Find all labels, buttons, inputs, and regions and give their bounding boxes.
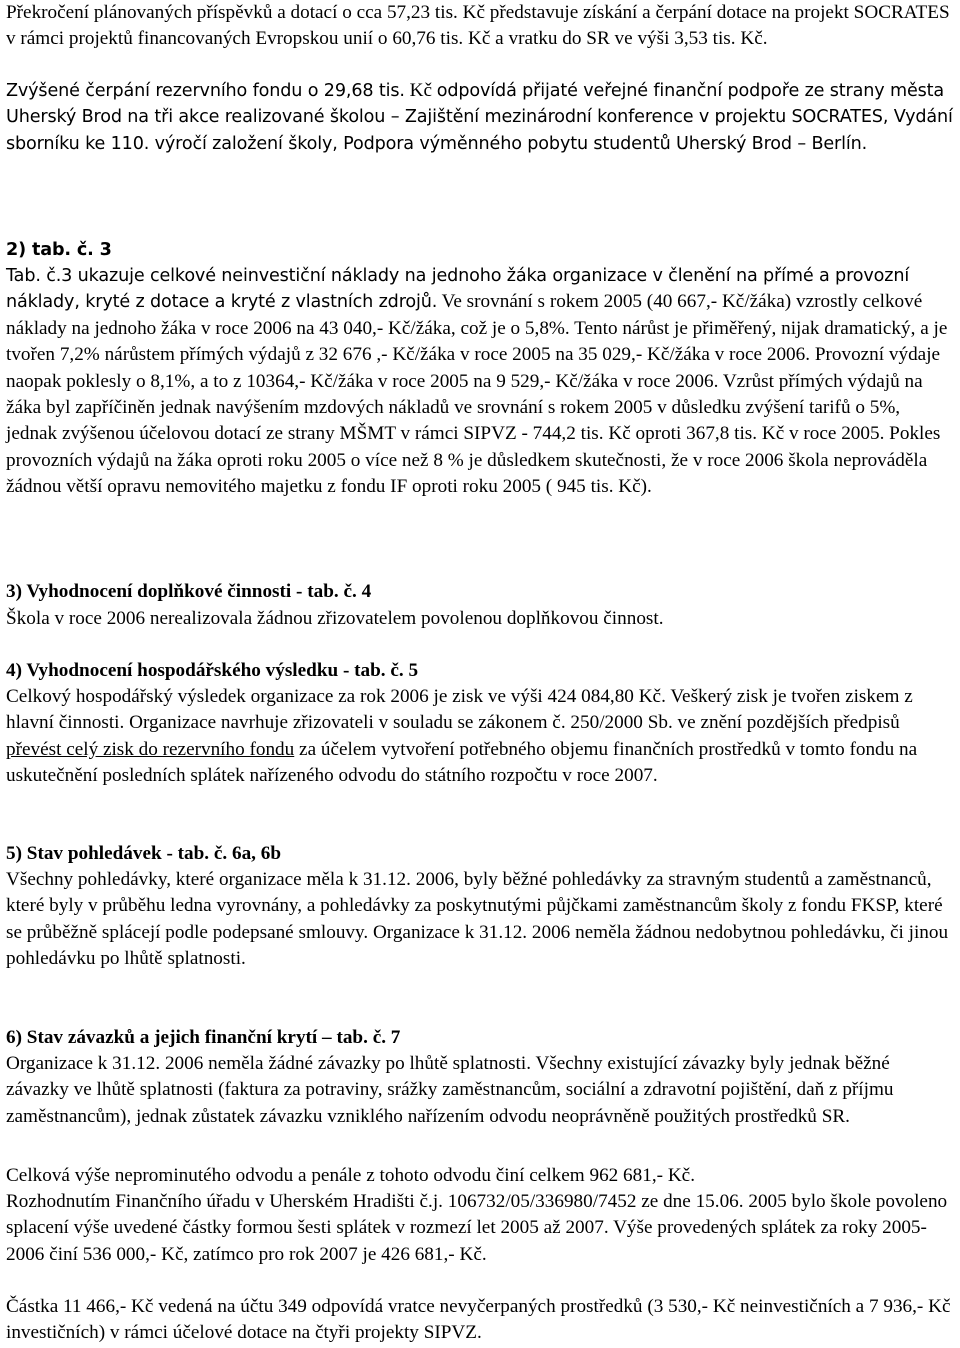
heading-zavazky: 6) Stav závazků a jejich finanční krytí – tab. č. 7 bbox=[6, 1027, 401, 1048]
paragraph-zavazky: Organizace k 31.12. 2006 neměla žádné závazky po lhůtě splatnosti. Všechny existující závazky byly jednak běžné závazky ve lhůtě splatnosti (faktura za potraviny, srážky zaměstnancům, sociální a zdravotní pojištění, daň z příjmu zaměstnancům), jednak zůstatek závazku vzniklého nařízením odvodu neoprávněně použitých prostředků SR. bbox=[6, 1053, 894, 1127]
paragraph-rezervni-fond-part2: Kč bbox=[404, 80, 437, 101]
paragraph-pohledavky: Všechny pohledávky, které organizace měla k 31.12. 2006, byly běžné pohledávky za stravným studentů a zaměstnanců, které byly v průběhu ledna vyrovnány, a pohledávky za poskytnutými půjčkami zaměstnancům školy z fondu FKSP, které se průběžně splácejí podle podepsané smlouvy. Organizace k 31.12. 2006 neměla žádnou nedobytnou pohledávku, či jinou pohledávku po lhůtě splatnosti. bbox=[6, 869, 949, 970]
paragraph-naklady-part2: Ve srovnání s rokem 2005 (40 667,- Kč/žáka) vzrostly celkové náklady na jednoho žáka v roce 2006 na 43 040,- Kč/žáka, což je o 5,8%. Tento nárůst je přiměřený, nijak dramatický, a je tvořen 7,2% nárůstem přímých výdajů z 32 676 ,- Kč/žáka v roce 2005 na 35 029,- Kč/žáka v roce 2006. Provozní výdaje naopak poklesly o 8,1%, a to z 10364,- Kč/žáka v roce 2005 na 9 529,- Kč/žáka v roce 2006. Vzrůst přímých výdajů na žáka byl zapříčiněn jednak navýšením mzdových nákladů ve srovnání s rokem 2005 v důsledku zvýšení tarifů o 5%, jednak zvýšenou účelovou dotací ze strany MŠMT v rámci SIPVZ - 744,2 tis. Kč oproti 367,8 tis. Kč v roce 2005. Pokles provozních výdajů na žáka oproti roku 2005 o více než 8 % je důsledkem skutečnosti, že v roce 2006 škola neprováděla žádnou větší opravu nemovitého majetku z fondu IF oproti roku 2005 ( 945 tis. Kč). bbox=[6, 291, 948, 498]
heading-pohledavky: 5) Stav pohledávek - tab. č. 6a, 6b bbox=[6, 843, 282, 864]
paragraph-odvod: Celková výše neprominutého odvodu a penále z tohoto odvodu činí celkem 962 681,- Kč. bbox=[6, 1165, 695, 1186]
paragraph-castka: Částka 11 466,- Kč vedená na účtu 349 odpovídá vratce nevyčerpaných prostředků (3 530,- Kč neinvestičních a 7 936,- Kč investičních) v rámci účelové dotace na čtyři projekty SIPVZ. bbox=[6, 1296, 951, 1344]
heading-doplnkova-cinnost: 3) Vyhodnocení doplňkové činnosti - tab. č. 4 bbox=[6, 581, 372, 602]
paragraph-rezervni-fond-part1: Zvýšené čerpání rezervního fondu o 29,68 tis. bbox=[6, 81, 405, 101]
paragraph-dotace: Překročení plánovaných příspěvků a dotací o cca 57,23 tis. Kč představuje získání a čerpání dotace na projekt SOCRATES v rámci projektů financovaných Evropskou unií o 60,76 tis. Kč a vratku do SR ve výši 3,53 tis. Kč. bbox=[6, 2, 950, 50]
paragraph-hv-part1: Celkový hospodářský výsledek organizace za rok 2006 je zisk ve výši 424 084,80 Kč. Veškerý zisk je tvořen ziskem z hlavní činnosti. Organizace navrhuje zřizovateli v souladu se zákonem č. 250/2000 Sb. ve znění pozdějších předpisů bbox=[6, 686, 913, 734]
paragraph-doplnkova-cinnost: Škola v roce 2006 nerealizovala žádnou zřizovatelem povolenou doplňkovou činnost. bbox=[6, 608, 664, 629]
paragraph-hv-underlined: převést celý zisk do rezervního fondu bbox=[6, 738, 295, 760]
heading-hospodarsky-vysledek: 4) Vyhodnocení hospodářského výsledku - tab. č. 5 bbox=[6, 660, 419, 681]
paragraph-rezervni-fond bbox=[6, 78, 954, 157]
paragraph-naklady-na-zaka bbox=[6, 263, 954, 501]
heading-tab-3: 2) tab. č. 3 bbox=[6, 240, 112, 260]
paragraph-naklady-part1: Tab. č.3 ukazuje celkové neinvestiční náklady na jednoho žáka organizace v členění na přímé a provozní náklady, kryté z dotace a kryté z vlastních zdrojů. bbox=[6, 266, 910, 313]
paragraph-hv-part3: za účelem vytvoření potřebného objemu finančních prostředků v tomto fondu na uskutečnění posledních splátek nařízeného odvodu do státního rozpočtu v roce 2007. bbox=[6, 738, 918, 787]
paragraph-rezervni-fond-part3: odpovídá přijaté veřejné finanční podpoře ze strany města Uherský Brod na tři akce realizované školou – Zajištění mezinárodní konference v projektu SOCRATES, Vydání sborníku ke 110. výročí založení školy, Podpora výměnného pobytu studentů Uherský Brod – Berlín. bbox=[6, 81, 953, 154]
paragraph-rozhodnuti: Rozhodnutím Finančního úřadu v Uherském Hradišti č.j. 106732/05/336980/7452 ze dne 15.06. 2005 bylo škole povoleno splacení výše uvedené částky formou šesti splátek v rozmezí let 2005 až 2007. Výše provedených splátek za roky 2005-2006 činí 536 000,- Kč, zatímco pro rok 2007 je 426 681,- Kč. bbox=[6, 1191, 948, 1265]
paragraph-hospodarsky-vysledek bbox=[6, 684, 954, 790]
